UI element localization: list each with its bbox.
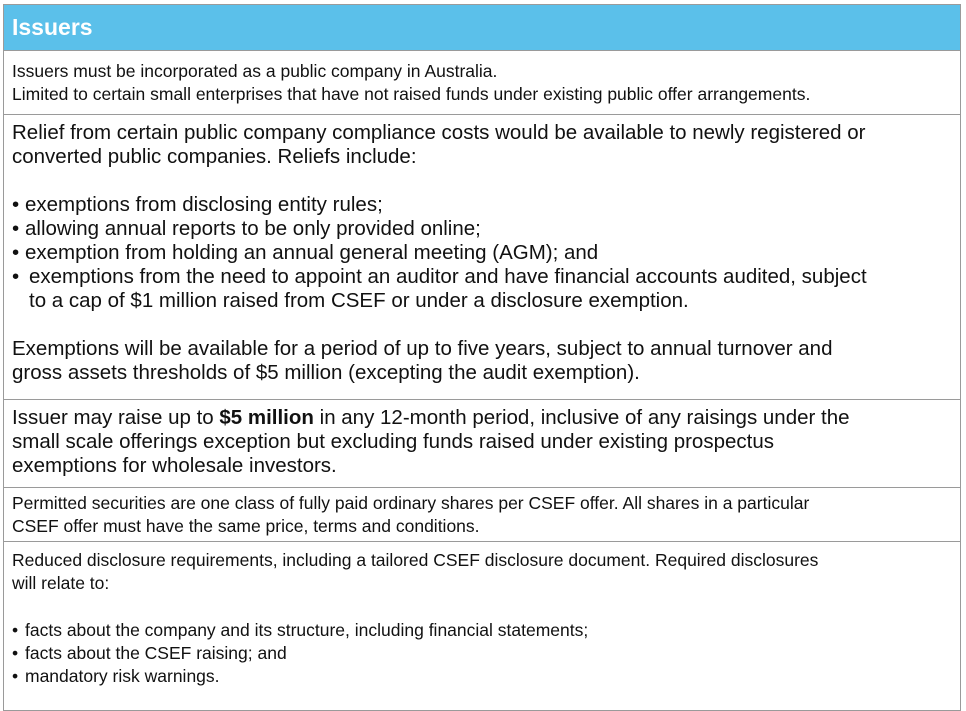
row-text-line: converted public companies. Reliefs include: — [12, 145, 417, 168]
list-item-text: mandatory risk warnings. — [25, 666, 220, 686]
cap-text-prefix: Issuer may raise up to — [12, 406, 220, 429]
disclosure-requirements-row — [4, 542, 960, 710]
bullet-glyph: • — [12, 643, 19, 663]
row-text-line: Reduced disclosure requirements, including a tailored CSEF disclosure document. Required disclosures — [12, 550, 819, 570]
list-item-text: facts about the company and its structure, including financial statements; — [25, 620, 589, 640]
list-item-text: exemptions from the need to appoint an auditor and have financial accounts audited, subject — [29, 265, 867, 288]
permitted-securities-row — [4, 488, 960, 542]
section-header-issuers: Issuers — [4, 5, 960, 51]
cap-amount: $5 million — [219, 406, 314, 429]
incorporation-requirements-row — [4, 51, 960, 115]
list-item-text: facts about the CSEF raising; and — [25, 643, 287, 663]
list-item — [12, 265, 952, 289]
fundraising-cap-row — [4, 400, 960, 488]
row-text-line: exemptions for wholesale investors. — [12, 454, 337, 477]
row-text-line: Permitted securities are one class of fully paid ordinary shares per CSEF offer. All shares in a particular — [12, 493, 810, 513]
bullet-glyph: • — [12, 241, 20, 264]
row-text-line: Exemptions will be available for a period of up to five years, subject to annual turnover and — [12, 337, 833, 360]
list-item-text: exemption from holding an annual general meeting (AGM); and — [25, 241, 599, 264]
row-text-line: will relate to: — [12, 573, 110, 593]
row-text-line: Relief from certain public company compliance costs would be available to newly registered or — [12, 121, 866, 144]
bullet-glyph: • — [12, 193, 20, 216]
row-text-line: Limited to certain small enterprises that have not raised funds under existing public offer arrangements. — [12, 84, 811, 104]
row-text-line — [12, 406, 952, 430]
cap-text-suffix: in any 12-month period, inclusive of any raisings under the — [313, 406, 850, 429]
issuers-table — [3, 4, 961, 711]
bullet-glyph: • — [12, 666, 19, 686]
list-item-text: allowing annual reports to be only provided online; — [25, 217, 481, 240]
list-item — [12, 665, 952, 688]
row-text-line: Issuers must be incorporated as a public company in Australia. — [12, 61, 498, 81]
row-text-line: gross assets thresholds of $5 million (excepting the audit exemption). — [12, 361, 640, 384]
bullet-glyph: • — [12, 265, 20, 288]
bullet-glyph: • — [12, 620, 19, 640]
list-item — [12, 619, 952, 642]
compliance-relief-row — [4, 115, 960, 400]
list-item — [12, 193, 952, 217]
row-text-line: small scale offerings exception but excluding funds raised under existing prospectus — [12, 430, 774, 453]
bullet-glyph: • — [12, 217, 20, 240]
list-item — [12, 217, 952, 241]
list-item — [12, 642, 952, 665]
list-item — [12, 241, 952, 265]
list-item-text: exemptions from disclosing entity rules; — [25, 193, 383, 216]
list-item-continuation: to a cap of $1 million raised from CSEF or under a disclosure exemption. — [29, 289, 689, 312]
row-text-line: CSEF offer must have the same price, terms and conditions. — [12, 516, 480, 536]
